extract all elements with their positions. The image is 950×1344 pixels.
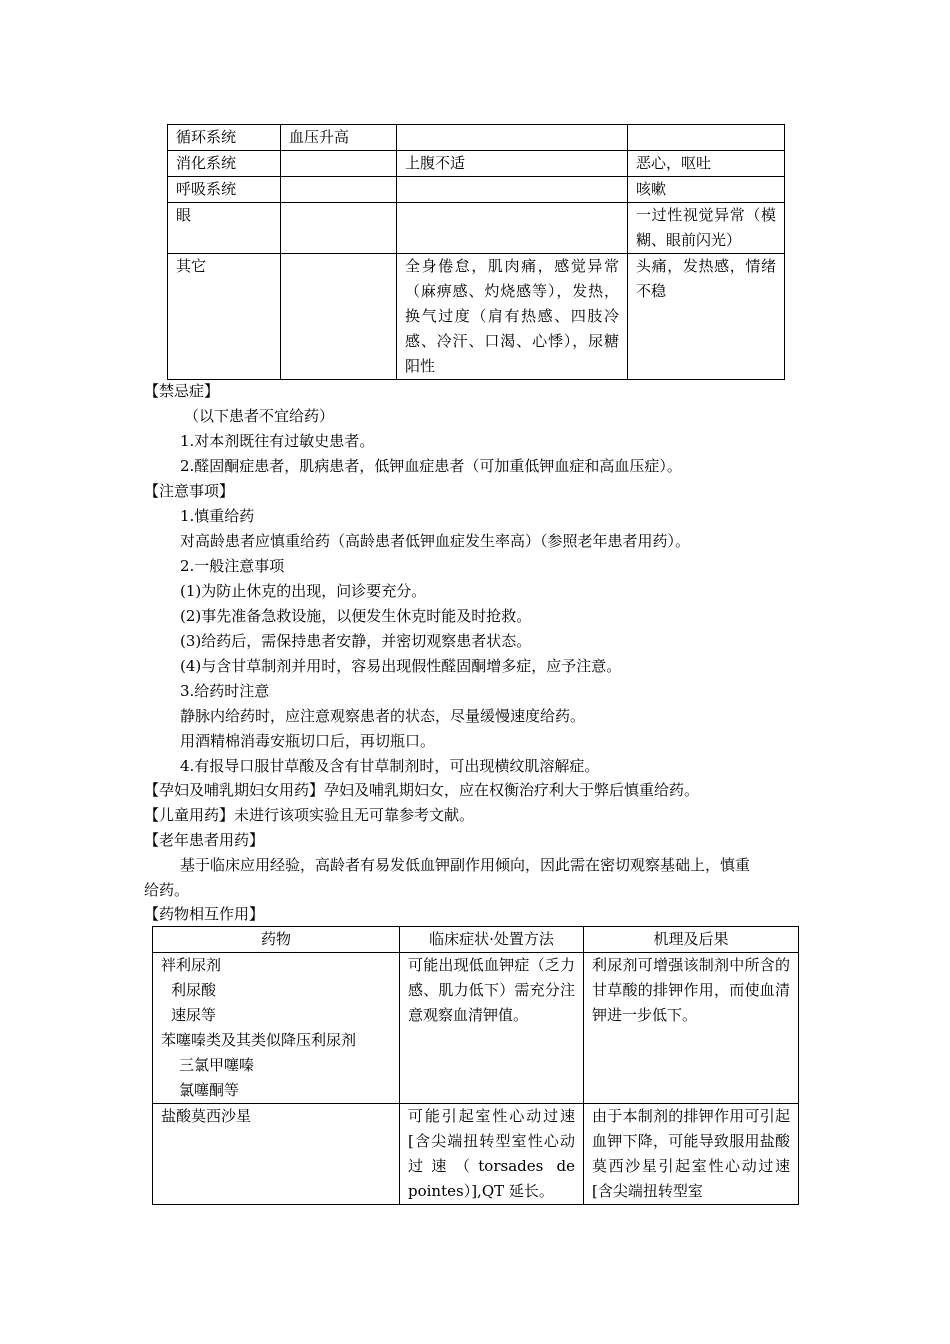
- col3-cell: 全身倦怠，肌肉痛，感觉异常（麻痹感、灼烧感等），发热，换气过度（肩有热感、四肢冷感、冷汗、口渴、心悸），尿糖阳性: [397, 254, 628, 380]
- mechanism-cell: 利尿剂可增强该制剂中所含的甘草酸的排钾作用，而使血清钾进一步低下。: [584, 953, 799, 1104]
- contraindication-item: 2.醛固酮症患者，肌病患者，低钾血症患者（可加重低钾血症和高血压症）。: [180, 457, 682, 475]
- precaution-line: (1)为防止休克的出现，问诊要充分。: [180, 582, 427, 600]
- col4-cell: 咳嗽: [628, 177, 785, 203]
- system-cell: 消化系统: [168, 151, 281, 177]
- table-row: [168, 177, 785, 203]
- table-row: [153, 953, 799, 1104]
- table-row: [168, 151, 785, 177]
- precautions-heading: 【注意事项】: [144, 482, 235, 500]
- col4-cell: 一过性视觉异常（模糊、眼前闪光）: [628, 203, 785, 254]
- drug-list-cell: [153, 953, 400, 1104]
- symptoms-cell: 可能出现低血钾症（乏力感、肌力低下）需充分注意观察血清钾值。: [400, 953, 584, 1104]
- symptoms-cell: 可能引起室性心动过速[含尖端扭转型室性心动过速（torsades de pointes）],QT 延长。: [400, 1104, 584, 1205]
- drug-item: 袢利尿剂: [161, 956, 222, 974]
- col2-cell: [281, 254, 397, 380]
- elderly-text-line2: 给药。: [144, 881, 190, 899]
- table-row: [168, 254, 785, 380]
- mechanism-cell: 由于本制剂的排钾作用可引起血钾下降，可能导致服用盐酸莫西沙星引起室性心动过速[含尖端扭转型室: [584, 1104, 799, 1205]
- col2-cell: [281, 151, 397, 177]
- precaution-line: 4.有报导口服甘草酸及含有甘草制剂时，可出现横纹肌溶解症。: [180, 757, 600, 775]
- col3-cell: [397, 203, 628, 254]
- drug-item: 苯噻嗪类及其类似降压利尿剂: [161, 1031, 357, 1049]
- table-row: [168, 125, 785, 151]
- contraindications-intro: （以下患者不宜给药）: [184, 407, 335, 425]
- drug-cell: 盐酸莫西沙星: [153, 1104, 400, 1205]
- col2-cell: [281, 203, 397, 254]
- drug-interaction-table: [152, 926, 799, 1205]
- system-cell: 呼吸系统: [168, 177, 281, 203]
- children-section: 【儿童用药】未进行该项实验且无可靠参考文献。: [144, 806, 475, 824]
- system-cell: 其它: [168, 254, 281, 380]
- header-mechanism: 机理及后果: [584, 927, 799, 953]
- contraindication-item: 1.对本剂既往有过敏史患者。: [180, 432, 375, 450]
- col3-cell: 上腹不适: [397, 151, 628, 177]
- drug-item: 三氯甲噻嗪: [179, 1056, 255, 1074]
- precaution-line: 用酒精棉消毒安瓶切口后，再切瓶口。: [180, 732, 436, 750]
- precaution-line: (4)与含甘草制剂并用时，容易出现假性醛固酮增多症，应予注意。: [180, 657, 622, 675]
- drug-item: 利尿酸: [171, 981, 217, 999]
- header-symptoms: 临床症状·处置方法: [400, 927, 584, 953]
- interactions-heading: 【药物相互作用】: [144, 905, 265, 923]
- contraindications-heading: 【禁忌症】: [144, 382, 220, 400]
- precaution-line: 2.一般注意事项: [180, 557, 285, 575]
- table-row: [153, 1104, 799, 1205]
- table-header-row: [153, 927, 799, 953]
- col3-cell: [397, 177, 628, 203]
- precaution-line: (2)事先准备急救设施，以便发生休克时能及时抢救。: [180, 607, 532, 625]
- elderly-heading: 【老年患者用药】: [144, 831, 265, 849]
- drug-item: 氯噻酮等: [179, 1081, 240, 1099]
- col3-cell: [397, 125, 628, 151]
- side-effect-table-body: [168, 125, 785, 380]
- col4-cell: 头痛，发热感，情绪不稳: [628, 254, 785, 380]
- precaution-line: (3)给药后，需保持患者安静，并密切观察患者状态。: [180, 632, 532, 650]
- precaution-line: 3.给药时注意: [180, 682, 270, 700]
- header-drug: 药物: [153, 927, 400, 953]
- precaution-line: 对高龄患者应慎重给药（高龄患者低钾血症发生率高）（参照老年患者用药）。: [180, 532, 691, 550]
- col2-cell: 血压升高: [281, 125, 397, 151]
- col2-cell: [281, 177, 397, 203]
- side-effect-table: [167, 124, 785, 380]
- system-cell: 眼: [168, 203, 281, 254]
- col4-cell: [628, 125, 785, 151]
- drug-item: 速尿等: [171, 1006, 217, 1024]
- col4-cell: 恶心，呕吐: [628, 151, 785, 177]
- precaution-line: 1.慎重给药: [180, 507, 255, 525]
- table-row: [168, 203, 785, 254]
- system-cell: 循环系统: [168, 125, 281, 151]
- precaution-line: 静脉内给药时，应注意观察患者的状态，尽量缓慢速度给药。: [180, 707, 586, 725]
- elderly-text-line1: 基于临床应用经验，高龄者有易发低血钾副作用倾向，因此需在密切观察基础上，慎重: [180, 856, 751, 874]
- pregnancy-section: 【孕妇及哺乳期妇女用药】孕妇及哺乳期妇女，应在权衡治疗利大于弊后慎重给药。: [144, 781, 700, 799]
